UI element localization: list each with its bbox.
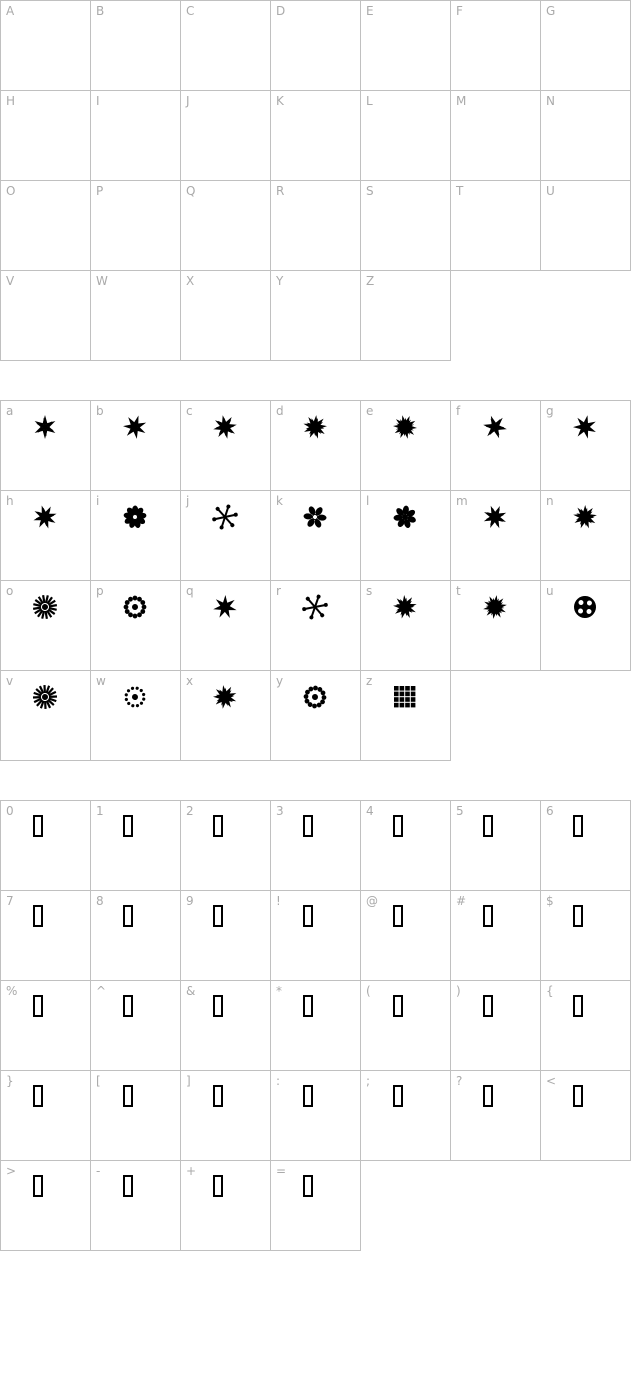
- glyph-label: Q: [186, 184, 196, 198]
- glyph-cell: [180, 1160, 271, 1251]
- missing-glyph-icon: [483, 815, 493, 837]
- glyph-label: 7: [6, 894, 14, 908]
- glyph-cell: [90, 580, 181, 671]
- sun-ornament-icon: [210, 682, 240, 712]
- missing-glyph-icon: [213, 1085, 223, 1107]
- glyph-label: z: [366, 674, 373, 688]
- glyph-cell: [450, 1070, 541, 1161]
- glyph-label: 4: [366, 804, 374, 818]
- glyph-cell: [90, 890, 181, 981]
- missing-glyph-icon: [33, 815, 43, 837]
- missing-glyph-icon: [123, 1085, 133, 1107]
- glyph-cell: [540, 180, 631, 271]
- glyph-cell: [270, 270, 361, 361]
- glyph-label: k: [276, 494, 283, 508]
- missing-glyph-icon: [303, 1175, 313, 1197]
- swirl-ornament-icon: [210, 592, 240, 622]
- glyph-label: $: [546, 894, 554, 908]
- glyph-cell: [90, 400, 181, 491]
- glyph-cell: [0, 580, 91, 671]
- glyph-label: S: [366, 184, 374, 198]
- glyph-cell: [180, 670, 271, 761]
- glyph-cell: [0, 800, 91, 891]
- glyph-label: +: [186, 1164, 197, 1178]
- glyph-cell: [90, 90, 181, 181]
- glyph-label: 3: [276, 804, 284, 818]
- ring-ornament-icon: [120, 592, 150, 622]
- glyph-label: J: [186, 94, 190, 108]
- glyph-label: G: [546, 4, 556, 18]
- glyph-label: a: [6, 404, 14, 418]
- missing-glyph-icon: [33, 1085, 43, 1107]
- missing-glyph-icon: [483, 1085, 493, 1107]
- glyph-cell: [270, 800, 361, 891]
- glyph-label: 8: [96, 894, 104, 908]
- missing-glyph-icon: [213, 1175, 223, 1197]
- glyph-cell: [540, 90, 631, 181]
- glyph-label: 6: [546, 804, 554, 818]
- glyph-cell: [540, 400, 631, 491]
- glyph-label: A: [6, 4, 15, 18]
- glyph-cell: [270, 580, 361, 671]
- glyph-label: -: [96, 1164, 101, 1178]
- pinwheel-ornament-icon: [120, 412, 150, 442]
- glyph-cell: [360, 490, 451, 581]
- sunburst-ornament-icon: [30, 682, 60, 712]
- glyph-label: K: [276, 94, 284, 108]
- glyph-cell: [540, 1070, 631, 1161]
- glyph-cell: [270, 90, 361, 181]
- glyph-label: [: [96, 1074, 101, 1088]
- glyph-cell: [0, 1160, 91, 1251]
- missing-glyph-icon: [123, 815, 133, 837]
- symbols-grid: [0, 800, 631, 1251]
- missing-glyph-icon: [483, 995, 493, 1017]
- missing-glyph-icon: [303, 1085, 313, 1107]
- glyph-cell: [90, 490, 181, 581]
- missing-glyph-icon: [33, 995, 43, 1017]
- glyph-cell: [360, 270, 451, 361]
- glyph-cell: [360, 890, 451, 981]
- missing-glyph-icon: [393, 905, 403, 927]
- glyph-label: v: [6, 674, 14, 688]
- glyph-cell: [270, 490, 361, 581]
- glyph-cell: [360, 0, 451, 91]
- lightning-ornament-icon: [570, 412, 600, 442]
- glyph-label: <: [546, 1074, 557, 1088]
- glyph-cell: [90, 980, 181, 1071]
- glyph-cell: [270, 670, 361, 761]
- petal-ornament-icon: [390, 502, 420, 532]
- glyph-cell: [450, 800, 541, 891]
- glyph-cell: [90, 0, 181, 91]
- glyph-label: t: [456, 584, 461, 598]
- glyph-cell: [360, 800, 451, 891]
- glyph-cell: [450, 0, 541, 91]
- glyph-label: *: [276, 984, 282, 998]
- compass-ornament-icon: [30, 502, 60, 532]
- glyph-label: C: [186, 4, 195, 18]
- glyph-label: F: [456, 4, 463, 18]
- glyph-cell: [540, 890, 631, 981]
- glyph-cell: [450, 980, 541, 1071]
- glyph-cell: [180, 800, 271, 891]
- glyph-label: q: [186, 584, 194, 598]
- glyph-label: ?: [456, 1074, 463, 1088]
- glyph-label: #: [456, 894, 467, 908]
- glyph-label: (: [366, 984, 371, 998]
- missing-glyph-icon: [123, 1175, 133, 1197]
- missing-glyph-icon: [33, 905, 43, 927]
- glyph-cell: [0, 1070, 91, 1161]
- glyph-cell: [270, 980, 361, 1071]
- glyph-cell: [180, 90, 271, 181]
- snowflake-ornament-icon: [300, 592, 330, 622]
- glyph-label: f: [456, 404, 461, 418]
- glyph-cell: [540, 490, 631, 581]
- uppercase-grid: [0, 0, 631, 361]
- glyph-label: g: [546, 404, 554, 418]
- missing-glyph-icon: [303, 815, 313, 837]
- glyph-label: E: [366, 4, 374, 18]
- glyph-cell: [360, 670, 451, 761]
- glyph-cell: [180, 180, 271, 271]
- glyph-cell: [270, 180, 361, 271]
- glyph-label: x: [186, 674, 194, 688]
- glyph-cell: [0, 980, 91, 1071]
- glyph-cell: [180, 0, 271, 91]
- glyph-cell: [0, 670, 91, 761]
- sunburst-ornament-icon: [30, 592, 60, 622]
- glyph-cell: [270, 1160, 361, 1251]
- glyph-label: R: [276, 184, 285, 198]
- glyph-label: Z: [366, 274, 375, 288]
- missing-glyph-icon: [393, 995, 403, 1017]
- dotted-ornament-icon: [120, 682, 150, 712]
- missing-glyph-icon: [573, 995, 583, 1017]
- glyph-label: W: [96, 274, 108, 288]
- glyph-cell: [90, 1160, 181, 1251]
- glyph-label: >: [6, 1164, 17, 1178]
- pinwheel-ornament-icon: [570, 502, 600, 532]
- glyph-label: h: [6, 494, 14, 508]
- ring-ornament-icon: [300, 682, 330, 712]
- flower-ornament-icon: [300, 502, 330, 532]
- ball-ornament-icon: [570, 592, 600, 622]
- glyph-label: {: [546, 984, 554, 998]
- mandala-ornament-icon: [480, 592, 510, 622]
- glyph-label: }: [6, 1074, 14, 1088]
- glyph-label: w: [96, 674, 106, 688]
- spiral-ornament-icon: [300, 412, 330, 442]
- glyph-label: 0: [6, 804, 14, 818]
- glyph-label: c: [186, 404, 193, 418]
- glyph-label: %: [6, 984, 18, 998]
- glyph-label: e: [366, 404, 374, 418]
- glyph-label: p: [96, 584, 104, 598]
- glyph-label: X: [186, 274, 195, 288]
- glyph-label: ]: [186, 1074, 191, 1088]
- glyph-cell: [180, 490, 271, 581]
- glyph-label: u: [546, 584, 554, 598]
- glyph-cell: [180, 890, 271, 981]
- missing-glyph-icon: [483, 905, 493, 927]
- glyph-label: m: [456, 494, 468, 508]
- glyph-label: T: [456, 184, 464, 198]
- glyph-cell: [90, 670, 181, 761]
- glyph-cell: [450, 580, 541, 671]
- glyph-label: M: [456, 94, 467, 108]
- glyph-cell: [360, 1070, 451, 1161]
- lowercase-grid: [0, 400, 631, 761]
- glyph-label: =: [276, 1164, 287, 1178]
- missing-glyph-icon: [573, 1085, 583, 1107]
- glyph-cell: [180, 980, 271, 1071]
- glyph-cell: [0, 180, 91, 271]
- glyph-cell: [270, 890, 361, 981]
- missing-glyph-icon: [573, 815, 583, 837]
- glyph-label: ;: [366, 1074, 371, 1088]
- missing-glyph-icon: [303, 995, 313, 1017]
- glyph-label: !: [276, 894, 281, 908]
- glyph-label: L: [366, 94, 373, 108]
- glyph-cell: [450, 400, 541, 491]
- glyph-cell: [360, 180, 451, 271]
- sun-ornament-icon: [390, 412, 420, 442]
- glyph-label: 1: [96, 804, 104, 818]
- glyph-label: H: [6, 94, 16, 108]
- glyph-label: i: [96, 494, 100, 508]
- glyph-cell: [270, 0, 361, 91]
- glyph-cell: [360, 90, 451, 181]
- glyph-label: &: [186, 984, 196, 998]
- spiral-ornament-icon: [390, 592, 420, 622]
- glyph-cell: [450, 90, 541, 181]
- glyph-label: d: [276, 404, 284, 418]
- glyph-cell: [270, 1070, 361, 1161]
- cross-ornament-icon: [210, 412, 240, 442]
- glyph-cell: [360, 400, 451, 491]
- glyph-label: ^: [96, 984, 107, 998]
- star-ornament-icon: [480, 412, 510, 442]
- grid-ornament-icon: [390, 682, 420, 712]
- glyph-label: V: [6, 274, 15, 288]
- missing-glyph-icon: [33, 1175, 43, 1197]
- missing-glyph-icon: [393, 1085, 403, 1107]
- glyph-label: I: [96, 94, 100, 108]
- glyph-cell: [180, 1070, 271, 1161]
- glyph-label: P: [96, 184, 104, 198]
- glyph-label: 5: [456, 804, 464, 818]
- glyph-cell: [450, 890, 541, 981]
- glyph-label: D: [276, 4, 286, 18]
- glyph-label: N: [546, 94, 555, 108]
- star-ornament-icon: [480, 502, 510, 532]
- glyph-cell: [180, 580, 271, 671]
- glyph-cell: [90, 180, 181, 271]
- missing-glyph-icon: [123, 905, 133, 927]
- glyph-cell: [450, 180, 541, 271]
- glyph-label: Y: [276, 274, 284, 288]
- glyph-label: l: [366, 494, 370, 508]
- glyph-label: b: [96, 404, 104, 418]
- glyph-cell: [90, 270, 181, 361]
- glyph-cell: [450, 490, 541, 581]
- glyph-label: j: [186, 494, 190, 508]
- glyph-cell: [0, 90, 91, 181]
- missing-glyph-icon: [303, 905, 313, 927]
- glyph-cell: [0, 0, 91, 91]
- glyph-label: :: [276, 1074, 281, 1088]
- missing-glyph-icon: [213, 905, 223, 927]
- glyph-cell: [540, 800, 631, 891]
- glyph-label: U: [546, 184, 555, 198]
- glyph-cell: [0, 400, 91, 491]
- glyph-cell: [540, 980, 631, 1071]
- glyph-cell: [90, 1070, 181, 1161]
- glyph-cell: [0, 490, 91, 581]
- glyph-cell: [0, 890, 91, 981]
- glyph-cell: [360, 580, 451, 671]
- glyph-cell: [540, 580, 631, 671]
- glyph-label: s: [366, 584, 373, 598]
- glyph-label: B: [96, 4, 105, 18]
- glyph-cell: [0, 270, 91, 361]
- missing-glyph-icon: [573, 905, 583, 927]
- missing-glyph-icon: [393, 815, 403, 837]
- glyph-label: 2: [186, 804, 194, 818]
- glyph-label: o: [6, 584, 14, 598]
- glyph-label: ): [456, 984, 461, 998]
- missing-glyph-icon: [123, 995, 133, 1017]
- tree-ornament-icon: [210, 502, 240, 532]
- glyph-cell: [360, 980, 451, 1071]
- flower-ornament-icon: [120, 502, 150, 532]
- glyph-label: @: [366, 894, 378, 908]
- missing-glyph-icon: [213, 995, 223, 1017]
- glyph-label: n: [546, 494, 554, 508]
- glyph-cell: [270, 400, 361, 491]
- glyph-label: y: [276, 674, 284, 688]
- glyph-label: r: [276, 584, 281, 598]
- missing-glyph-icon: [213, 815, 223, 837]
- glyph-cell: [180, 400, 271, 491]
- glyph-cell: [180, 270, 271, 361]
- glyph-cell: [90, 800, 181, 891]
- star-ornament-icon: [30, 412, 60, 442]
- glyph-label: O: [6, 184, 16, 198]
- glyph-cell: [540, 0, 631, 91]
- glyph-label: 9: [186, 894, 194, 908]
